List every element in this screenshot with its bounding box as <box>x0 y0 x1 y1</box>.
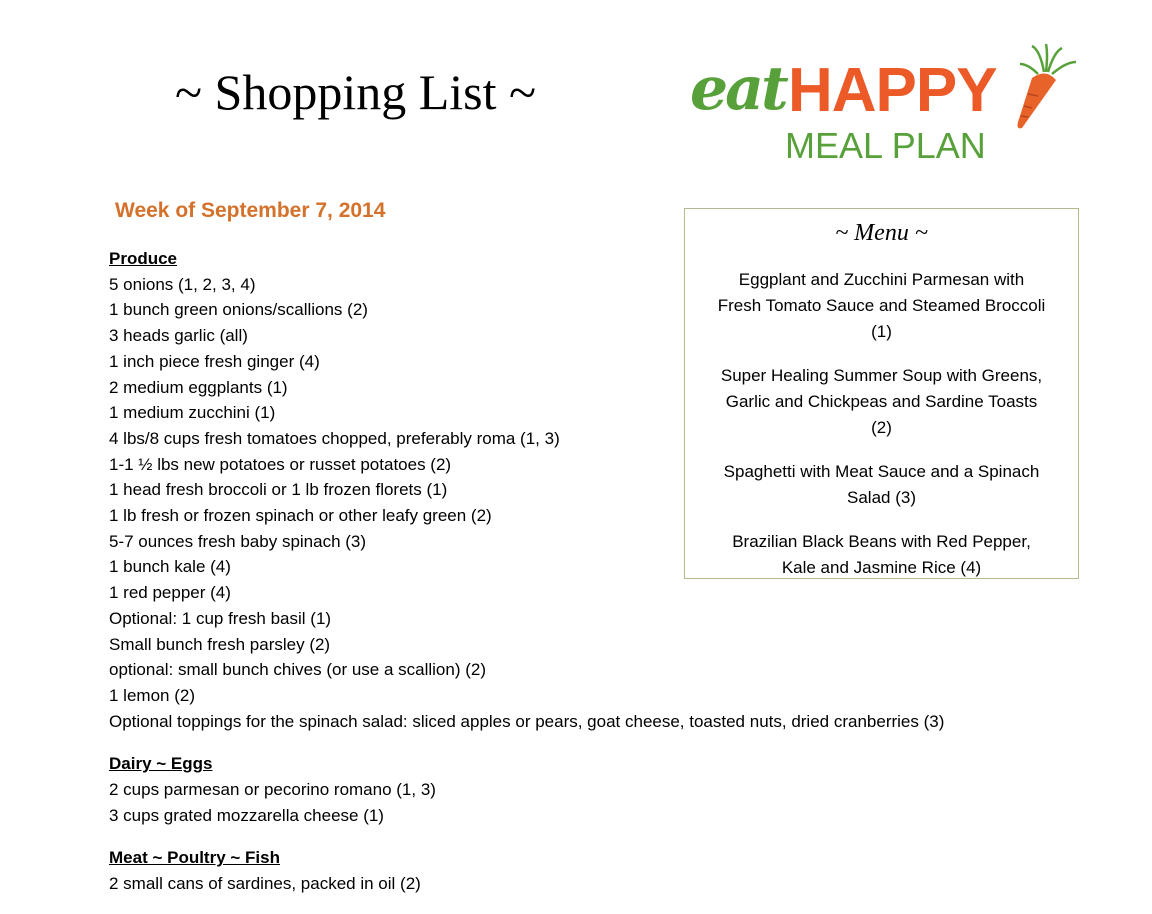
section-heading: Produce <box>109 249 178 268</box>
menu-line: Spaghetti with Meat Sauce and a Spinach <box>723 462 1040 481</box>
menu-line: Super Healing Summer Soup with Greens, <box>720 366 1043 385</box>
list-item: 1 bunch kale (4) <box>109 557 231 577</box>
list-item: 2 small cans of sardines, packed in oil (2) <box>109 874 421 894</box>
menu-line: (2) <box>871 418 892 437</box>
list-item: 1 red pepper (4) <box>109 583 231 603</box>
list-item: 2 medium eggplants (1) <box>109 377 288 397</box>
list-item: Optional: 1 cup fresh basil (1) <box>109 608 332 628</box>
section-dairy-eggs <box>109 751 1109 828</box>
menu-item <box>693 529 1070 581</box>
logo-eat-text: eat <box>690 54 786 124</box>
section-heading: Meat ~ Poultry ~ Fish <box>109 848 280 868</box>
list-item: 5 onions (1, 2, 3, 4) <box>109 274 256 294</box>
menu-line: Fresh Tomato Sauce and Steamed Broccoli <box>717 296 1046 315</box>
section-heading: Dairy ~ Eggs <box>109 754 213 774</box>
menu-line: Eggplant and Zucchini Parmesan with <box>738 270 1025 289</box>
list-item: 1 lb fresh or frozen spinach or other leafy green (2) <box>109 506 492 526</box>
list-item: 1-1 ½ lbs new potatoes or russet potatoes (2) <box>109 454 452 474</box>
menu-line: Brazilian Black Beans with Red Pepper, <box>732 532 1031 551</box>
list-item: 2 cups parmesan or pecorino romano (1, 3) <box>109 780 436 800</box>
page-title: ~ Shopping List ~ <box>175 64 537 120</box>
menu-item <box>693 363 1070 441</box>
eat-happy-logo <box>690 42 1080 170</box>
menu-title: ~ Menu ~ <box>835 220 928 246</box>
list-item: Optional toppings for the spinach salad: sliced apples or pears, goat cheese, toasted nuts, dried cranberries (3) <box>109 711 945 731</box>
list-item: 1 lemon (2) <box>109 685 195 705</box>
menu-line: Kale and Jasmine Rice (4) <box>781 558 982 577</box>
list-item: 4 lbs/8 cups fresh tomatoes chopped, preferably roma (1, 3) <box>109 428 560 448</box>
list-item: 5-7 ounces fresh baby spinach (3) <box>109 531 367 551</box>
section-meat-poultry-fish <box>109 845 1109 896</box>
logo-subtitle: MEAL PLAN <box>785 125 986 166</box>
list-item: 1 medium zucchini (1) <box>109 403 276 423</box>
menu-line: Salad (3) <box>847 488 916 507</box>
list-item: optional: small bunch chives (or use a scallion) (2) <box>109 660 487 680</box>
menu-line: Garlic and Chickpeas and Sardine Toasts <box>725 392 1038 411</box>
list-item: 1 inch piece fresh ginger (4) <box>109 351 320 371</box>
menu-line: (1) <box>871 322 892 341</box>
list-item: 3 cups grated mozzarella cheese (1) <box>109 805 384 825</box>
list-item: 1 bunch green onions/scallions (2) <box>109 300 368 320</box>
menu-item <box>693 459 1070 511</box>
logo-happy-text: HAPPY <box>788 56 997 125</box>
carrot-icon <box>1010 42 1080 132</box>
list-item: 3 heads garlic (all) <box>109 326 248 346</box>
list-item: Small bunch fresh parsley (2) <box>109 634 331 654</box>
week-heading: Week of September 7, 2014 <box>115 199 386 222</box>
list-item: 1 head fresh broccoli or 1 lb frozen florets (1) <box>109 480 448 500</box>
menu-box <box>684 208 1079 579</box>
menu-item <box>693 267 1070 345</box>
